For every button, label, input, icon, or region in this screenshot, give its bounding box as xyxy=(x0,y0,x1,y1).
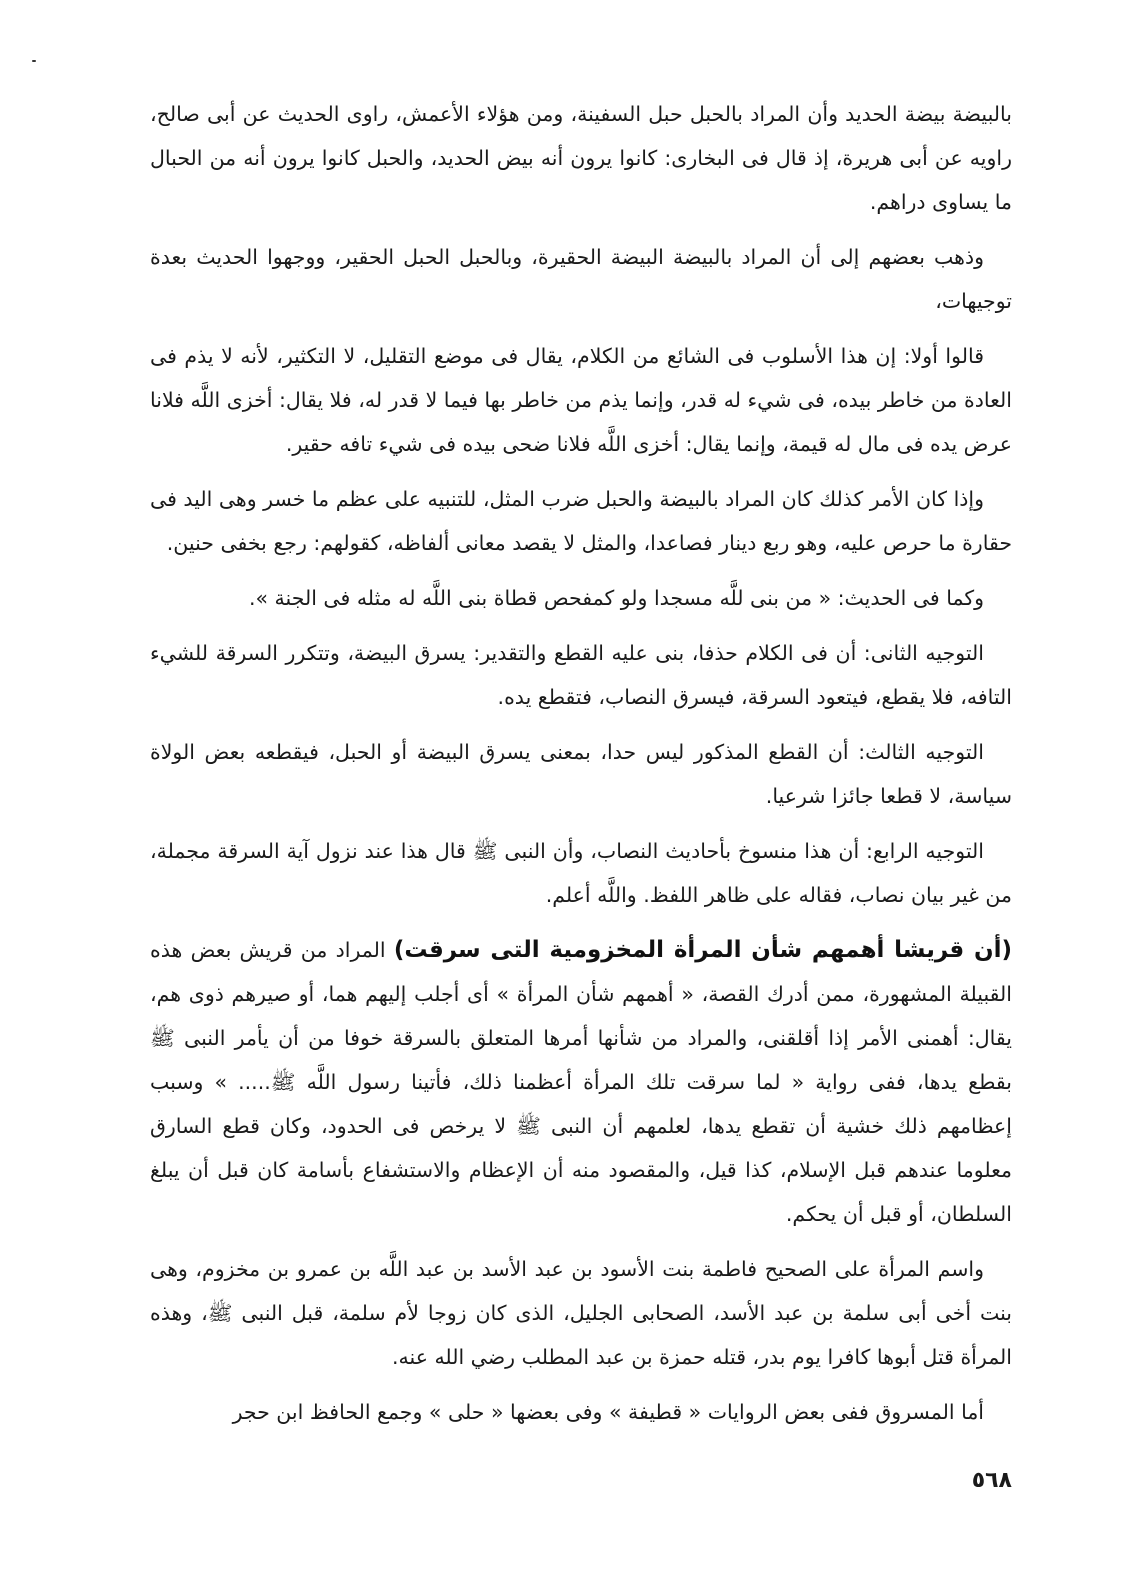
paragraph-6: التوجيه الثانى: أن فى الكلام حذفا، بنى عليه القطع والتقدير: يسرق البيضة، وتتكرر السرقة للشيء التافه، فلا يقطع، فيتعود السرقة، فيسرق النصاب، فتقطع يده. xyxy=(150,641,1012,709)
paragraph-2: وذهب بعضهم إلى أن المراد بالبيضة البيضة الحقيرة، وبالحبل الحبل الحقير، ووجهوا الحديث بعدة توجيهات، xyxy=(150,245,1012,313)
paragraph-11: أما المسروق ففى بعض الروايات « قطيفة » وفى بعضها « حلى » وجمع الحافظ ابن حجر xyxy=(232,1400,984,1424)
page-body xyxy=(150,92,1012,1445)
paragraph-5: وكما فى الحديث: « من بنى للَّه مسجدا ولو كمفحص قطاة بنى اللَّه له مثله فى الجنة ». xyxy=(248,586,984,610)
paragraph-9 xyxy=(150,928,1012,1236)
paragraph-3: قالوا أولا: إن هذا الأسلوب فى الشائع من الكلام، يقال فى موضع التقليل، لا التكثير، لأنه لا يذم فى العادة من خاطر بيده، فى شيء له قدر، وإنما يذم من خاطر بها فيما لا قدر له، فلا يقال: أخزى اللَّه فلانا عرض يده فى مال له قيمة، وإنما يقال: أخزى اللَّه فلانا ضحى بيده فى شيء تافه حقير. xyxy=(150,344,1012,456)
paragraph-4: وإذا كان الأمر كذلك كان المراد بالبيضة والحبل ضرب المثل، للتنبيه على عظم ما خسر وهى اليد فى حقارة ما حرص عليه، وهو ربع دينار فصاعدا، والمثل لا يقصد معانى ألفاظه، كقولهم: رجع بخفى حنين. xyxy=(150,487,1012,555)
paragraph-1: بالبيضة بيضة الحديد وأن المراد بالحبل حبل السفينة، ومن هؤلاء الأعمش، راوى الحديث عن أبى صالح، راويه عن أبى هريرة، إذ قال فى البخارى: كانوا يرون أنه بيض الحديد، والحبل كانوا يرون أنه من الحبال ما يساوى دراهم. xyxy=(150,102,1012,214)
paragraph-10: واسم المرأة على الصحيح فاطمة بنت الأسود بن عبد الأسد بن عبد اللَّه بن عمرو بن مخزوم، وهى بنت أخى أبى سلمة بن عبد الأسد، الصحابى الجليل، الذى كان زوجا لأم سلمة، قبل النبى ﷺ، وهذه المرأة قتل أبوها كافرا يوم بدر، قتله حمزة بن عبد المطلب رضي الله عنه. xyxy=(150,1257,1012,1369)
inline-heading: (أن قريشا أهمهم شأن المرأة المخزومية التى سرقت) xyxy=(393,937,1012,963)
paragraph-8: التوجيه الرابع: أن هذا منسوخ بأحاديث النصاب، وأن النبى ﷺ قال هذا عند نزول آية السرقة مجملة، من غير بيان نصاب، فقاله على ظاهر اللفظ. واللَّه أعلم. xyxy=(150,839,1012,907)
paragraph-9-body: المراد من قريش بعض هذه القبيلة المشهورة، ممن أدرك القصة، « أهمهم شأن المرأة » أى أجلب إليهم هما، أو صيرهم ذوى هم، يقال: أهمنى الأمر إذا أقلقنى، والمراد من شأنها أمرها المتعلق بالسرقة خوفا من أن يأمر النبى ﷺ بقطع يدها، ففى رواية « لما سرقت تلك المرأة أعظمنا ذلك، فأتينا رسول اللَّه ﷺ..... » وسبب إعظامهم ذلك خشية أن تقطع يدها، لعلمهم أن النبى ﷺ لا يرخص فى الحدود، وكان قطع السارق معلوما عندهم قبل الإسلام، كذا قيل، والمقصود منه أن الإعظام والاستشفاع بأسامة كان قبل أن يبلغ السلطان، أو قبل أن يحكم. xyxy=(150,938,1012,1226)
paragraph-7: التوجيه الثالث: أن القطع المذكور ليس حدا، بمعنى يسرق البيضة أو الحبل، فيقطعه بعض الولاة سياسة، لا قطعا جائزا شرعيا. xyxy=(150,740,1012,808)
scan-speck xyxy=(32,60,36,62)
page-number: ٥٦٨ xyxy=(971,1468,1012,1493)
